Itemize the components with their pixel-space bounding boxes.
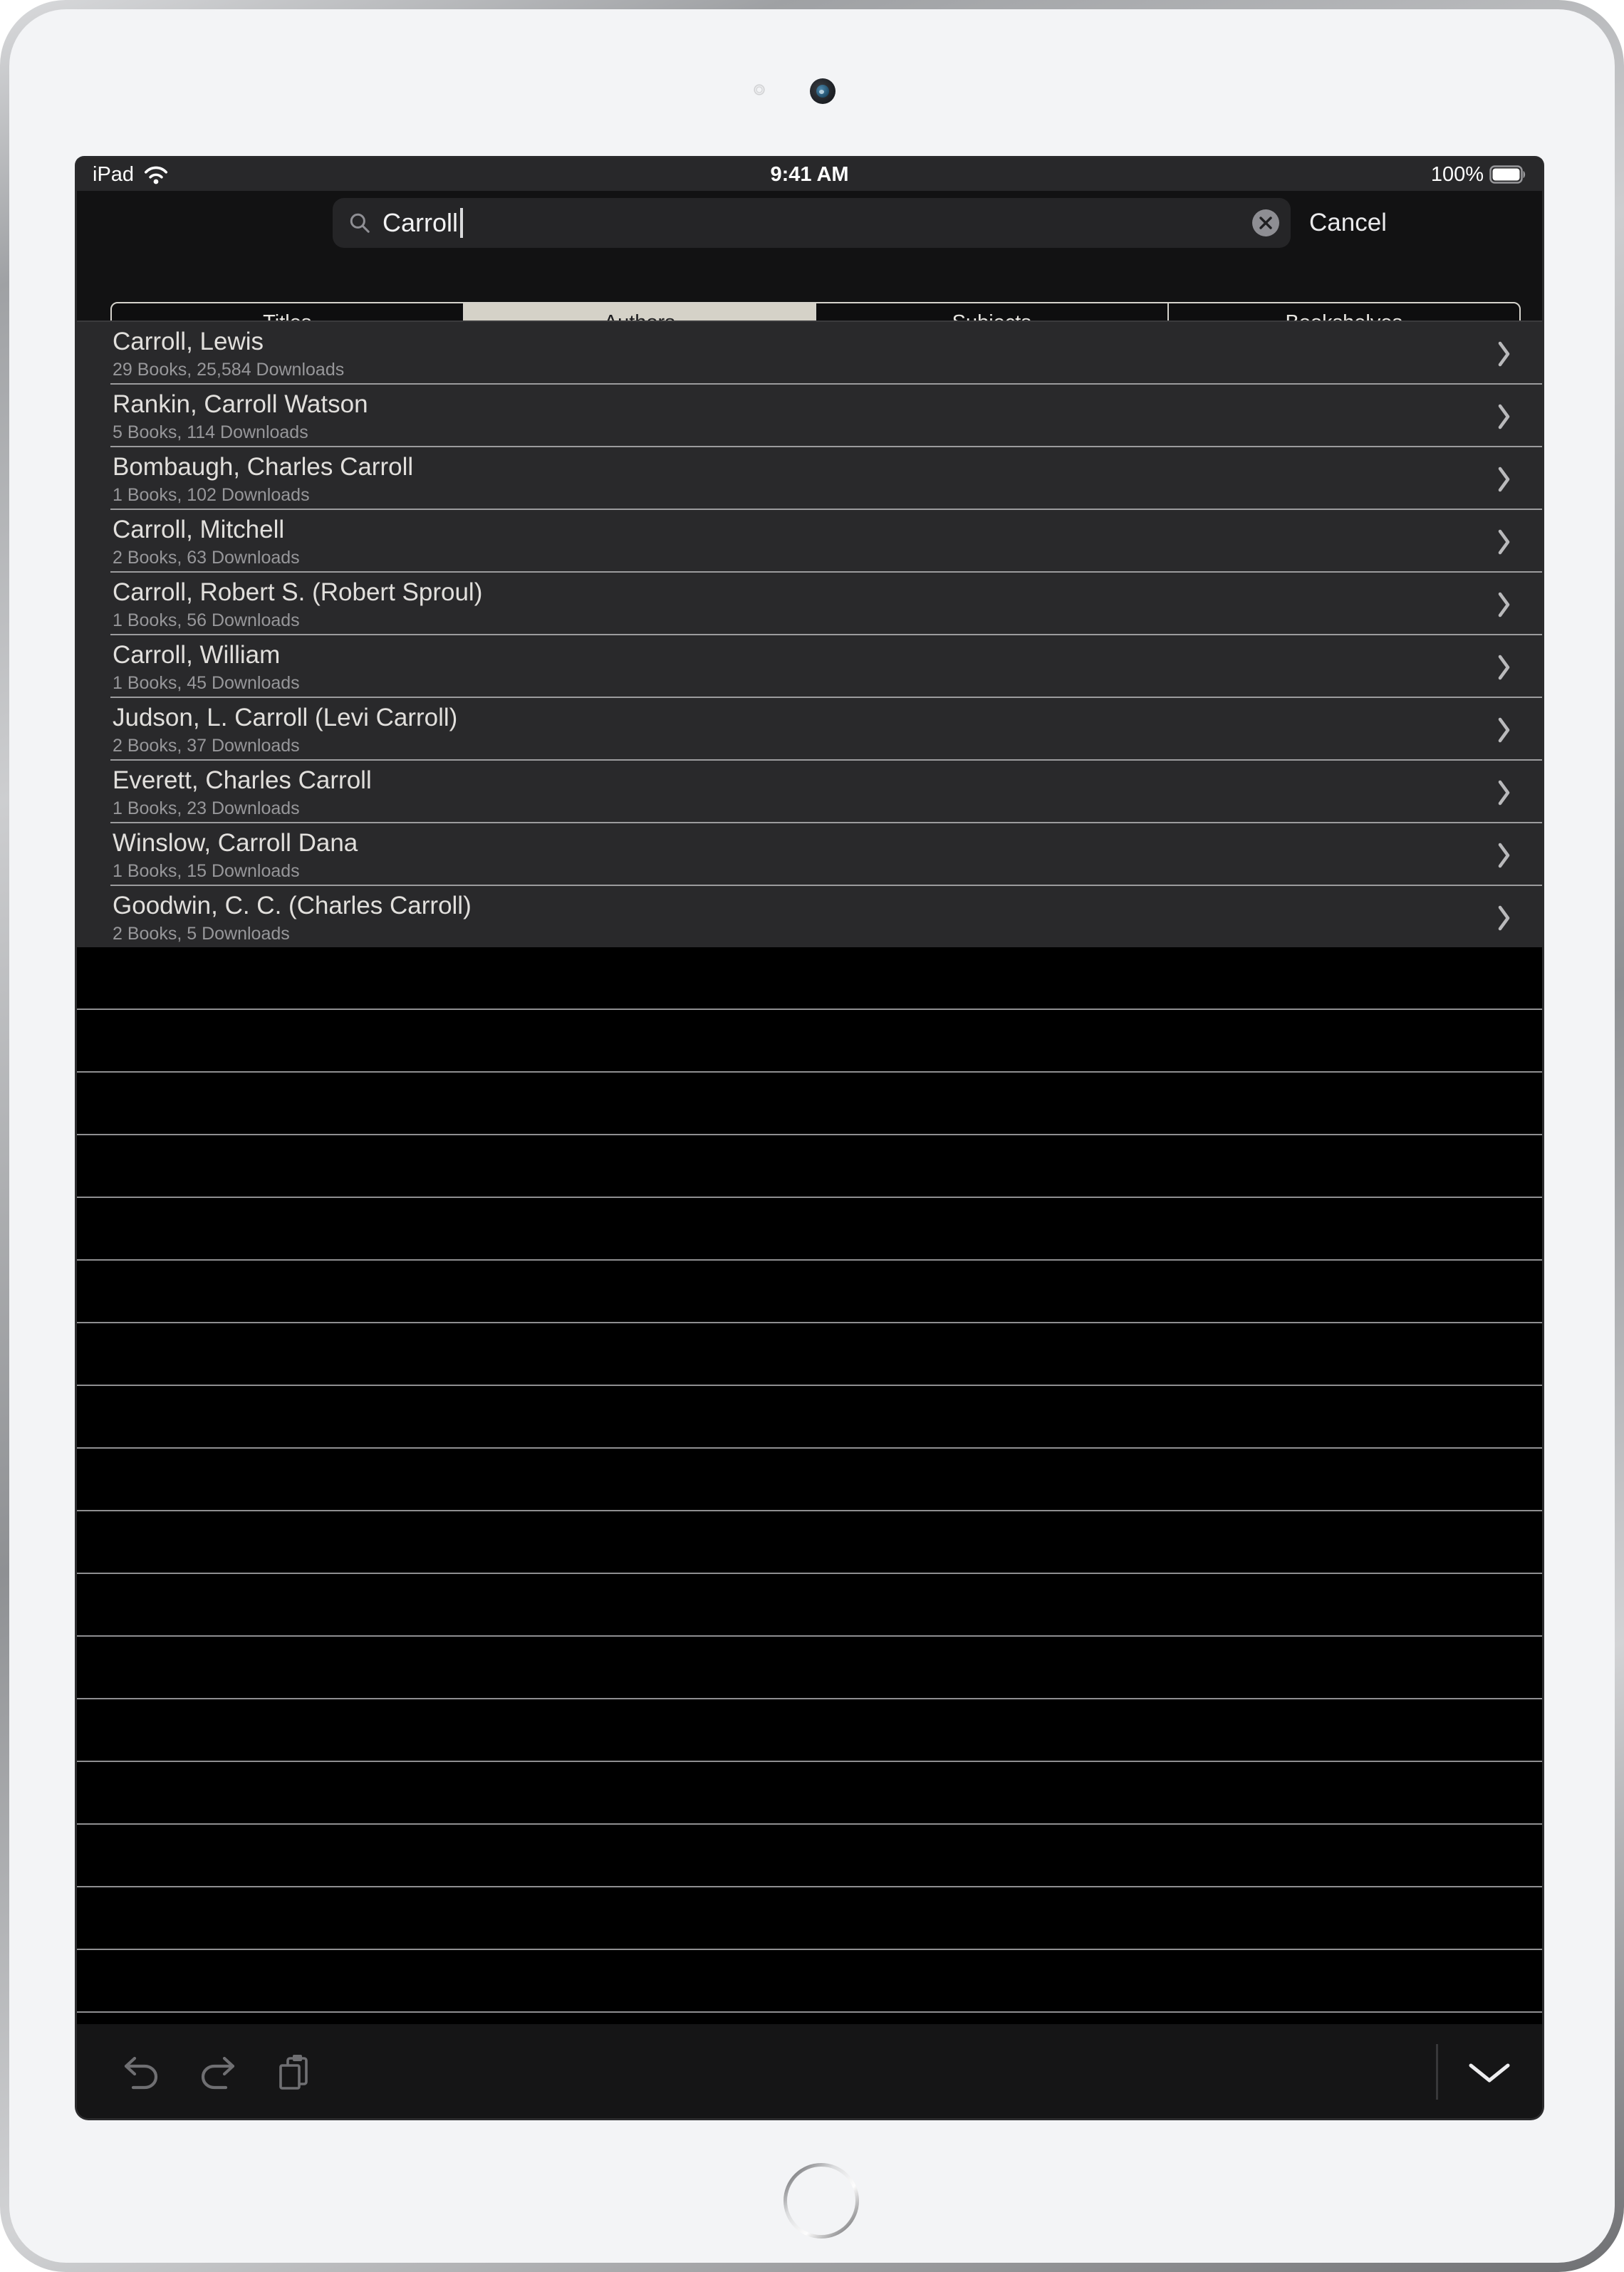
clear-search-button[interactable] — [1252, 209, 1279, 236]
author-name: Bombaugh, Charles Carroll — [113, 453, 414, 481]
app-screen — [77, 158, 1542, 2118]
battery-percent: 100% — [1430, 162, 1484, 186]
chevron-right-icon — [1497, 466, 1511, 493]
author-name: Carroll, Robert S. (Robert Sproul) — [113, 578, 483, 606]
author-row[interactable] — [77, 886, 1542, 949]
author-detail: 2 Books, 63 Downloads — [113, 548, 300, 568]
search-query-text: Carroll — [382, 208, 459, 237]
chevron-right-icon — [1497, 403, 1511, 430]
chevron-right-icon — [1497, 528, 1511, 556]
chevron-right-icon — [1497, 779, 1511, 806]
author-row[interactable] — [77, 573, 1542, 635]
author-row[interactable] — [77, 322, 1542, 385]
author-row[interactable] — [77, 635, 1542, 698]
author-name: Carroll, Mitchell — [113, 516, 285, 543]
chevron-right-icon — [1497, 905, 1511, 932]
text-cursor — [460, 208, 463, 238]
author-detail: 29 Books, 25,584 Downloads — [113, 360, 345, 380]
toolbar-divider — [1436, 2044, 1438, 2100]
chevron-right-icon — [1497, 340, 1511, 368]
author-row[interactable] — [77, 698, 1542, 761]
empty-list-area — [77, 947, 1542, 2024]
author-row[interactable] — [77, 510, 1542, 573]
author-name: Winslow, Carroll Dana — [113, 829, 358, 857]
author-detail: 1 Books, 23 Downloads — [113, 798, 300, 818]
ambient-sensor-icon — [754, 84, 765, 95]
x-icon — [1252, 209, 1279, 236]
author-name: Everett, Charles Carroll — [113, 766, 372, 794]
author-row[interactable] — [77, 761, 1542, 823]
author-name: Judson, L. Carroll (Levi Carroll) — [113, 704, 458, 731]
paste-button[interactable] — [276, 2053, 311, 2093]
author-name: Carroll, Lewis — [113, 328, 264, 355]
search-icon — [348, 212, 371, 234]
author-detail: 1 Books, 102 Downloads — [113, 485, 310, 505]
author-name: Rankin, Carroll Watson — [113, 390, 368, 418]
battery-icon — [1489, 165, 1526, 184]
undo-button[interactable] — [123, 2057, 160, 2091]
author-results-list — [77, 321, 1542, 949]
search-header — [77, 191, 1542, 321]
carrier-label: iPad — [93, 162, 135, 186]
front-camera-icon — [810, 78, 836, 104]
chevron-right-icon — [1497, 842, 1511, 869]
author-row[interactable] — [77, 385, 1542, 447]
author-detail: 1 Books, 45 Downloads — [113, 673, 300, 693]
author-name: Goodwin, C. C. (Charles Carroll) — [113, 892, 472, 919]
chevron-right-icon — [1497, 591, 1511, 618]
status-bar — [77, 158, 1542, 191]
search-input[interactable] — [333, 198, 1291, 248]
author-name: Carroll, William — [113, 641, 281, 669]
cancel-button[interactable]: Cancel — [1309, 209, 1387, 236]
camera-glint — [819, 90, 824, 94]
author-row[interactable] — [77, 823, 1542, 886]
home-button-inner — [787, 2167, 855, 2235]
clock: 9:41 AM — [770, 163, 849, 186]
home-button[interactable] — [784, 2163, 859, 2239]
author-detail: 1 Books, 56 Downloads — [113, 610, 300, 630]
author-detail: 2 Books, 37 Downloads — [113, 736, 300, 756]
chevron-right-icon — [1497, 654, 1511, 681]
dismiss-keyboard-button[interactable] — [1468, 2063, 1511, 2084]
author-detail: 2 Books, 5 Downloads — [113, 924, 290, 944]
keyboard-shortcut-bar — [77, 2024, 1542, 2118]
author-detail: 1 Books, 15 Downloads — [113, 861, 300, 881]
author-detail: 5 Books, 114 Downloads — [113, 422, 308, 442]
chevron-right-icon — [1497, 716, 1511, 744]
redo-button[interactable] — [199, 2057, 236, 2091]
author-row[interactable] — [77, 447, 1542, 510]
